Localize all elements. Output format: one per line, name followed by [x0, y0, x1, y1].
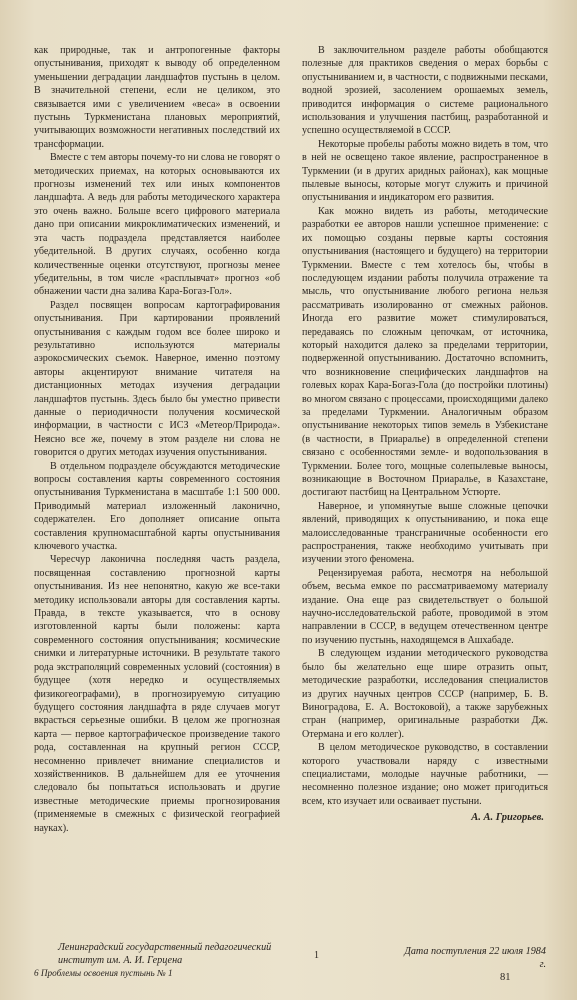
received-date: Дата поступления 22 июля 1984 г. [404, 946, 546, 970]
paragraph: Как можно видеть из работы, методические разработки ее авторов нашли успешное применение: с их помощью созданы первые карты состояния опустынивания (настоящего и будущего) на территории Туркмении. Вместе с тем хотелось бы, чтобы в последующем издании работы получила отражение та мысль, что опустынивание любого региона нельзя рассматривать изолированно от смежных районов. Иногда его развитие может стимулироваться, передаваясь по сложным цепочкам, от источника, который находится далеко за пределами территории, подверженной опустыниванию. Достаточно вспомнить, что возникновение специфических ландшафтов на голевых корах Кара-Богаз-Гола (до постройки плотины) во многом связано с процессами, происходящими далеко за пределами Туркмении. Аналогичным образом опустынивание некоторых типов земель в Узбекистане (в частности, в Приаралье) в определенной степени связано с особенностями земле- и водопользования в Туркмении. Более того, мощные солепылевые выносы, возникающие в Восточном Приаралье, в Казахстане, достигают пастбищ на Центральном Устюрте. [302, 205, 548, 499]
paragraph: Раздел посвящен вопросам картографирования опустынивания. При картировании проявлений опустынивания с каждым годом все более широко и результативно используются материалы аэрокосмических съемок. Наверное, именно поэтому авторы акцентируют внимание читателя на дистанционных методах изучения деградации ландшафтов пустынь. Здесь было бы уместно привести данные о периодичности получения космической информации, в частности с ИСЗ «Метеор/Природа». Неясно все же, почему в этом разделе ни слова не говорится о других методах изучения опустынивания. [34, 299, 280, 459]
paragraph: В заключительном разделе работы обобщаются полезные для практиков сведения о мерах борьбы с опустыниванием и, в частности, с подвижными песками, водной эрозией, засолением орошаемых земель, приводится информация о системе рационального использования и улучшения пастбищ, разработанной и успешно осуществляемой в СССР. [302, 45, 548, 137]
signature-marker: 1 [314, 950, 319, 961]
left-text-column [34, 44, 280, 835]
paragraph: Рецензируемая работа, несмотря на небольшой объем, весьма емкое по рассматриваемому материалу издание. Она еще раз свидетельствует о большой научно-исследовательской работе, проводимой в этом направлении в СССР, в ведущем отечественном центре по изучению пустынь, находящемся в Ашхабаде. [302, 567, 548, 646]
paragraph: как природные, так и антропогенные факторы опустынивания, приходят к выводу об определенном уменьшении деградации ландшафтов пустынь в целом. В значительной степени, если не целиком, это связывается ими с увеличением «веса» в освоении пустынь Туркменистана плановых мероприятий, учитывающих возможности негативных последствий их трансформации. [34, 45, 280, 150]
author-affiliation: Ленинградский государственный педагогический институт им. А. И. Герцена [58, 942, 272, 966]
paragraph: Наверное, и упомянутые выше сложные цепочки явлений, приводящих к опустыниванию, и пока еще малоисследованные трансграничные особенности его распространения, также необходимо учитывать при изучении этого феномена. [302, 500, 548, 566]
paragraph: Чересчур лаконична последняя часть раздела, посвященная составлению прогнозной карты опустынивания. Из нее непонятно, какую же все-таки методику использовали авторы для составления карты. Правда, в тексте указывается, что в основу изготовленной карты были положены: карта современного состояния опустынивания; космические снимки и литературные источники. В результате такого рода экстраполяций современных условий (состояния) в будущее (хотя нередко и осуществляемых физикогеографами), в прогнозируемую ситуацию будущего состояния ландшафта в ряде случаев могут вкрасться серьезные ошибки. В целом же прогнозная карта — первое картографическое произведение такого рода, составленная на крупный регион СССР, несомненно привлечет внимание специалистов и хозяйственников. В дальнейшем для ее уточнения следовало бы попытаться использовать и другие известные методические приемы прогнозирования (применяемые в смежных с физической географией науках). [34, 554, 280, 834]
paragraph: В отдельном подразделе обсуждаются методические вопросы составления карты современного состояния опустынивания Туркменистана в масштабе 1:1 500 000. Приводимый материал изложенный лаконично, содержателен. Его дополняет описание опыта составления крупномасштабной карты опустынивания ключевого участка. [34, 460, 280, 553]
right-text-column [302, 44, 548, 825]
page-number: 81 [500, 972, 511, 983]
paragraph: В целом методическое руководство, в составлении которого участвовали наряду с известными специалистами, молодые научные работники, — несомненно полезное издание; оно может пригодиться всем, кто изучает или осваивает пустыни. [302, 742, 548, 807]
author-signature: А. А. Григорьев. [471, 812, 544, 824]
paragraph: В следующем издании методического руководства было бы желательно еще шире отразить опыт, методические разработки, исследования специалистов из других научных центров СССР (например, Б. В. Виноградова, Е. А. Востоковой), а также зарубежных стран (например, оригинальные разработки Дж. Отермана и его коллег). [302, 648, 548, 740]
journal-series-line: 6 Проблемы освоения пустынь № 1 [34, 968, 173, 978]
paragraph: Вместе с тем авторы почему-то ни слова не говорят о методических приемах, на которых основываются их прогнозы изменений тех или иных компонентов ландшафта. А ведь для работы методического характера это очень важно. Больше всего цифрового материала дано при описании микроклиматических изменений, и эта часть подраздела представляется наиболее убедительной. В других случаях, особенно когда количественные оценки отсутствуют, прогнозы менее убедительны, в том числе «расплывчат» прогноз «об обнажении части дна залива Кара-Богаз-Гол». [34, 152, 280, 298]
paragraph: Некоторые пробелы работы можно видеть в том, что в ней не освещено такое явление, распространенное в Туркмении (и в других аридных районах), как мощные пылевые выносы, которые могут служить и причиной опустынивания и индикатором его развития. [302, 138, 548, 204]
